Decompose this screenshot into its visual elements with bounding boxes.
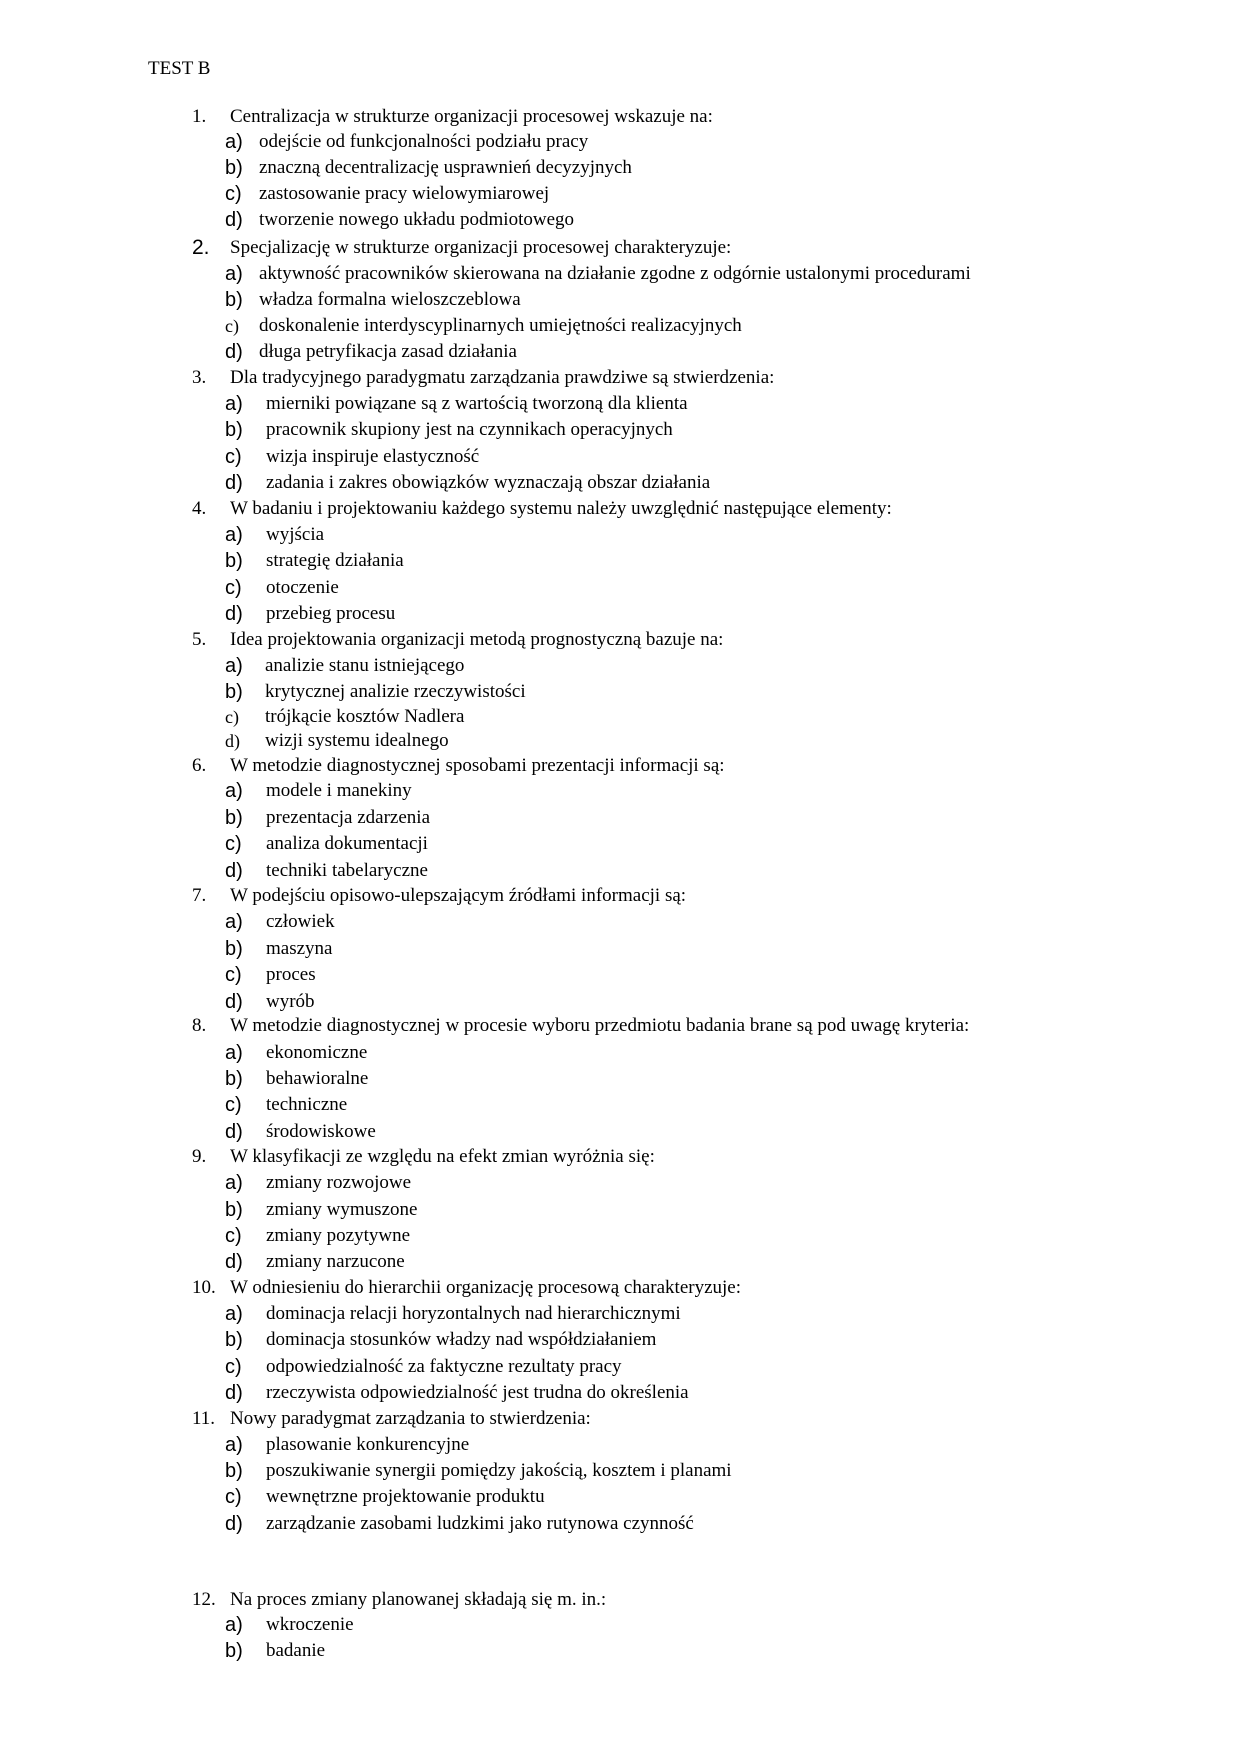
- question-10: [0, 1276, 1240, 1300]
- question-8: [0, 1014, 1240, 1038]
- answer-text: znaczną decentralizację usprawnień decyzyjnych: [259, 157, 632, 178]
- answer-item: [0, 937, 1240, 961]
- answer-text: dominacja stosunków władzy nad współdziałaniem: [266, 1329, 657, 1350]
- answer-letter: d): [225, 860, 243, 882]
- answer-letter: c): [225, 577, 242, 599]
- question-4: [0, 497, 1240, 521]
- answer-letter: b): [225, 1068, 243, 1090]
- answer-text: trójkącie kosztów Nadlera: [265, 706, 465, 727]
- answer-item: [0, 1485, 1240, 1509]
- question-number: 8.: [192, 1015, 207, 1036]
- question-number: 1.: [192, 106, 207, 127]
- answer-letter: b): [225, 289, 243, 311]
- answer-text: długa petryfikacja zasad działania: [259, 341, 517, 362]
- question-2: [0, 236, 1240, 260]
- answer-letter: a): [225, 1172, 243, 1194]
- question-number: 2.: [192, 236, 210, 259]
- answer-text: poszukiwanie synergii pomiędzy jakością, kosztem i planami: [266, 1460, 732, 1481]
- answer-item: [0, 156, 1240, 180]
- question-text: Idea projektowania organizacji metodą prognostyczną bazuje na:: [230, 629, 724, 650]
- answer-letter: b): [225, 1460, 243, 1482]
- answer-text: prezentacja zdarzenia: [266, 807, 431, 828]
- answer-letter: b): [225, 807, 243, 829]
- answer-item: [0, 1613, 1240, 1637]
- answer-item: [0, 859, 1240, 883]
- question-text: Specjalizację w strukturze organizacji procesowej charakteryzuje:: [230, 237, 732, 258]
- question-text: W podejściu opisowo-ulepszającym źródłami informacji są:: [230, 885, 687, 906]
- answer-letter: a): [225, 1042, 243, 1064]
- answer-letter: b): [225, 1640, 243, 1662]
- answer-text: plasowanie konkurencyjne: [266, 1434, 470, 1455]
- answer-item: [0, 806, 1240, 830]
- answer-item: [0, 1433, 1240, 1457]
- answer-text: człowiek: [266, 911, 335, 932]
- answer-item: [0, 1171, 1240, 1195]
- question-text: Nowy paradygmat zarządzania to stwierdzenia:: [230, 1408, 591, 1429]
- answer-item: [0, 182, 1240, 206]
- answer-item: [0, 340, 1240, 364]
- answer-item: [0, 1459, 1240, 1483]
- answer-item: [0, 471, 1240, 495]
- answer-text: strategię działania: [266, 550, 404, 571]
- answer-letter: d): [225, 991, 243, 1013]
- answer-item: [0, 990, 1240, 1014]
- answer-letter: c): [225, 446, 242, 468]
- question-text: W metodzie diagnostycznej sposobami prezentacji informacji są:: [230, 755, 725, 776]
- answer-item: [0, 130, 1240, 154]
- answer-text: behawioralne: [266, 1068, 369, 1089]
- answer-letter: d): [225, 341, 243, 363]
- answer-letter: c): [225, 707, 239, 727]
- question-12: [0, 1588, 1240, 1612]
- answer-text: modele i manekiny: [266, 780, 412, 801]
- question-1: [0, 105, 1240, 129]
- answer-text: wizja inspiruje elastyczność: [266, 446, 480, 467]
- answer-letter: c): [225, 1356, 242, 1378]
- answer-text: zmiany rozwojowe: [266, 1172, 412, 1193]
- answer-text: ekonomiczne: [266, 1042, 368, 1063]
- answer-text: otoczenie: [266, 577, 339, 598]
- answer-text: proces: [266, 964, 316, 985]
- answer-letter: c): [225, 183, 242, 205]
- question-number: 3.: [192, 367, 207, 388]
- answer-text: mierniki powiązane są z wartością tworzoną dla klienta: [266, 393, 688, 414]
- answer-letter: b): [225, 157, 243, 179]
- answer-item: [0, 418, 1240, 442]
- answer-item: [0, 654, 1240, 678]
- answer-item: [0, 262, 1240, 286]
- answer-item: [0, 523, 1240, 547]
- answer-text: tworzenie nowego układu podmiotowego: [259, 209, 575, 230]
- answer-text: zmiany narzucone: [266, 1251, 405, 1272]
- answer-text: zadania i zakres obowiązków wyznaczają obszar działania: [266, 472, 711, 493]
- answer-text: analiza dokumentacji: [266, 833, 428, 854]
- answer-item: [0, 1093, 1240, 1117]
- question-number: 7.: [192, 885, 207, 906]
- answer-letter: d): [225, 603, 243, 625]
- answer-text: wkroczenie: [266, 1614, 354, 1635]
- answer-letter: d): [225, 1382, 243, 1404]
- question-number: 4.: [192, 498, 207, 519]
- answer-text: zmiany pozytywne: [266, 1225, 411, 1246]
- answer-item: [0, 445, 1240, 469]
- answer-text: rzeczywista odpowiedzialność jest trudna do określenia: [266, 1382, 689, 1403]
- answer-text: badanie: [266, 1640, 326, 1661]
- answer-letter: d): [225, 1121, 243, 1143]
- question-number: 12.: [192, 1589, 216, 1610]
- answer-letter: b): [225, 938, 243, 960]
- answer-letter: b): [225, 1199, 243, 1221]
- answer-letter: d): [225, 1251, 243, 1273]
- answer-item: [0, 1198, 1240, 1222]
- answer-letter: c): [225, 1486, 242, 1508]
- answer-item: [0, 1224, 1240, 1248]
- document-title: TEST B: [148, 58, 211, 79]
- question-text: W metodzie diagnostycznej w procesie wyboru przedmiotu badania brane są pod uwagę kryteria:: [230, 1015, 970, 1036]
- answer-text: dominacja relacji horyzontalnych nad hierarchicznymi: [266, 1303, 681, 1324]
- answer-letter: b): [225, 419, 243, 441]
- answer-text: zastosowanie pracy wielowymiarowej: [259, 183, 550, 204]
- answer-item: [0, 1067, 1240, 1091]
- answer-item: [0, 729, 1240, 753]
- answer-text: maszyna: [266, 938, 333, 959]
- answer-item: [0, 963, 1240, 987]
- question-text: Centralizacja w strukturze organizacji procesowej wskazuje na:: [230, 106, 713, 127]
- answer-letter: a): [225, 1434, 243, 1456]
- answer-item: [0, 910, 1240, 934]
- answer-letter: b): [225, 1329, 243, 1351]
- answer-letter: a): [225, 911, 243, 933]
- question-11: [0, 1407, 1240, 1431]
- answer-item: [0, 832, 1240, 856]
- answer-letter: c): [225, 964, 242, 986]
- answer-text: środowiskowe: [266, 1121, 376, 1142]
- answer-text: przebieg procesu: [266, 603, 396, 624]
- answer-item: [0, 1250, 1240, 1274]
- question-number: 9.: [192, 1146, 207, 1167]
- answer-text: odpowiedzialność za faktyczne rezultaty pracy: [266, 1356, 622, 1377]
- question-number: 5.: [192, 629, 207, 650]
- answer-item: [0, 392, 1240, 416]
- answer-text: techniczne: [266, 1094, 348, 1115]
- answer-letter: a): [225, 780, 243, 802]
- answer-item: [0, 602, 1240, 626]
- question-text: W klasyfikacji ze względu na efekt zmian wyróżnia się:: [230, 1146, 655, 1167]
- question-text: W odniesieniu do hierarchii organizację procesową charakteryzuje:: [230, 1277, 742, 1298]
- question-3: [0, 366, 1240, 390]
- answer-letter: a): [225, 1614, 243, 1636]
- question-9: [0, 1145, 1240, 1169]
- answer-item: [0, 1041, 1240, 1065]
- answer-item: [0, 705, 1240, 729]
- answer-item: [0, 1381, 1240, 1405]
- answer-item: [0, 1328, 1240, 1352]
- answer-text: zmiany wymuszone: [266, 1199, 418, 1220]
- answer-letter: c): [225, 1094, 242, 1116]
- answer-item: [0, 549, 1240, 573]
- answer-text: władza formalna wieloszczeblowa: [259, 289, 521, 310]
- answer-letter: a): [225, 131, 243, 153]
- answer-letter: c): [225, 1225, 242, 1247]
- answer-item: [0, 208, 1240, 232]
- answer-letter: c): [225, 833, 242, 855]
- answer-item: [0, 314, 1240, 338]
- answer-text: techniki tabelaryczne: [266, 860, 428, 881]
- answer-item: [0, 1639, 1240, 1663]
- question-7: [0, 884, 1240, 908]
- answer-letter: c): [225, 316, 239, 336]
- answer-item: [0, 1512, 1240, 1536]
- question-number: 6.: [192, 755, 207, 776]
- question-5: [0, 628, 1240, 652]
- answer-text: doskonalenie interdyscyplinarnych umiejętności realizacyjnych: [259, 315, 742, 336]
- answer-letter: b): [225, 681, 243, 703]
- answer-letter: b): [225, 550, 243, 572]
- question-text: W badaniu i projektowaniu każdego systemu należy uwzględnić następujące elementy:: [230, 498, 892, 519]
- answer-letter: d): [225, 1513, 243, 1535]
- answer-letter: d): [225, 209, 243, 231]
- answer-item: [0, 288, 1240, 312]
- answer-text: odejście od funkcjonalności podziału pracy: [259, 131, 589, 152]
- question-6: [0, 754, 1240, 778]
- answer-letter: a): [225, 1303, 243, 1325]
- answer-text: wizji systemu idealnego: [265, 730, 449, 751]
- answer-item: [0, 680, 1240, 704]
- question-number: 11.: [192, 1408, 216, 1429]
- answer-item: [0, 1302, 1240, 1326]
- answer-item: [0, 1120, 1240, 1144]
- answer-text: wewnętrzne projektowanie produktu: [266, 1486, 545, 1507]
- answer-text: wyjścia: [266, 524, 325, 545]
- answer-letter: a): [225, 524, 243, 546]
- question-number: 10.: [192, 1277, 216, 1298]
- answer-letter: a): [225, 393, 243, 415]
- answer-text: krytycznej analizie rzeczywistości: [265, 681, 526, 702]
- answer-text: aktywność pracowników skierowana na działanie zgodne z odgórnie ustalonymi procedurami: [259, 263, 971, 284]
- answer-text: analizie stanu istniejącego: [265, 655, 465, 676]
- answer-letter: a): [225, 655, 243, 677]
- answer-item: [0, 1355, 1240, 1379]
- answer-letter: a): [225, 263, 243, 285]
- answer-item: [0, 576, 1240, 600]
- answer-letter: d): [225, 731, 240, 751]
- answer-text: zarządzanie zasobami ludzkimi jako rutynowa czynność: [266, 1513, 694, 1534]
- answer-text: wyrób: [266, 991, 315, 1012]
- answer-text: pracownik skupiony jest na czynnikach operacyjnych: [266, 419, 673, 440]
- question-text: Dla tradycyjnego paradygmatu zarządzania prawdziwe są stwierdzenia:: [230, 367, 775, 388]
- answer-letter: d): [225, 472, 243, 494]
- question-text: Na proces zmiany planowanej składają się m. in.:: [230, 1589, 607, 1610]
- answer-item: [0, 779, 1240, 803]
